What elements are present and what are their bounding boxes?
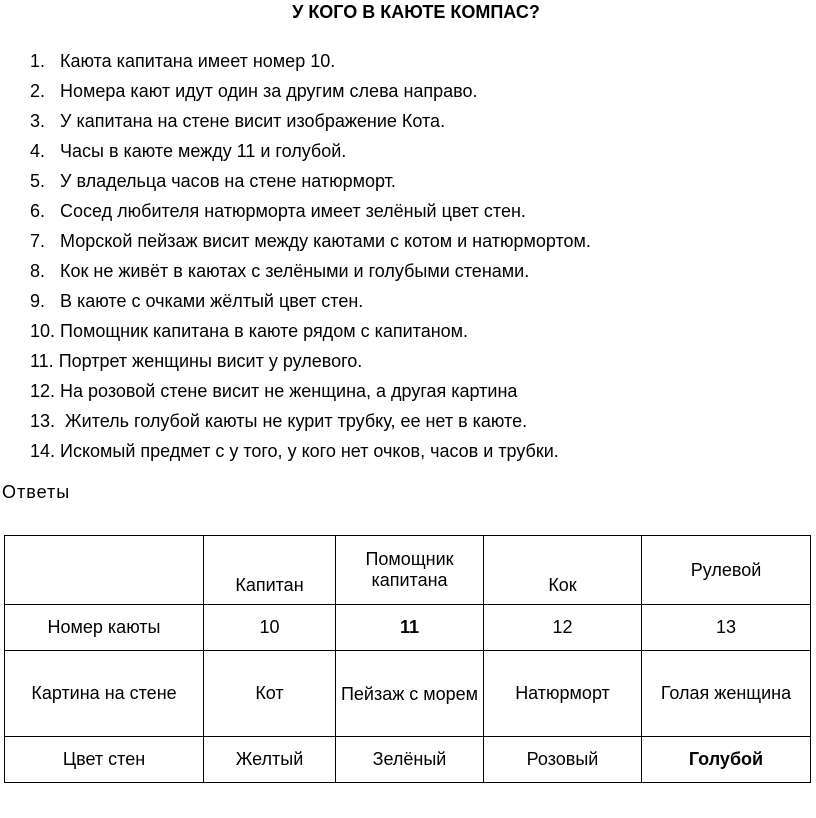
clue-item: 3. У капитана на стене висит изображение Кота. bbox=[30, 111, 446, 131]
clue-list bbox=[30, 46, 591, 466]
answers-table bbox=[4, 535, 811, 783]
clue-item: 9. В каюте с очками жёлтый цвет стен. bbox=[30, 291, 364, 311]
header-cell: Капитан bbox=[204, 536, 336, 605]
header-cell: Кок bbox=[484, 536, 642, 605]
header-cell: Помощник капитана bbox=[336, 536, 484, 605]
answers-heading: Ответы bbox=[2, 482, 71, 502]
table-row bbox=[5, 651, 811, 737]
table-cell: Пейзаж с морем bbox=[336, 651, 484, 737]
clue-item: 2. Номера кают идут один за другим слева направо. bbox=[30, 81, 478, 101]
page-title: У КОГО В КАЮТЕ КОМПАС? bbox=[292, 2, 540, 22]
clue-item: 10. Помощник капитана в каюте рядом с капитаном. bbox=[30, 321, 469, 341]
table-cell: Зелёный bbox=[336, 737, 484, 783]
table-cell: 11 bbox=[336, 605, 484, 651]
table-cell: 12 bbox=[484, 605, 642, 651]
table-cell: Кот bbox=[204, 651, 336, 737]
clue-item: 4. Часы в каюте между 11 и голубой. bbox=[30, 141, 347, 161]
clue-item: 14. Искомый предмет с у того, у кого нет очков, часов и трубки. bbox=[30, 441, 559, 461]
table-cell: Желтый bbox=[204, 737, 336, 783]
clue-item: 7. Морской пейзаж висит между каютами с котом и натюрмортом. bbox=[30, 231, 591, 251]
table-row bbox=[5, 737, 811, 783]
table-cell: Натюрморт bbox=[484, 651, 642, 737]
table-cell: Розовый bbox=[484, 737, 642, 783]
clue-item: 1. Каюта капитана имеет номер 10. bbox=[30, 51, 336, 71]
clue-item: 12. На розовой стене висит не женщина, а другая картина bbox=[30, 381, 518, 401]
table-cell: Голая женщина bbox=[642, 651, 811, 737]
clue-item: 5. У владельца часов на стене натюрморт. bbox=[30, 171, 396, 191]
row-label: Картина на стене bbox=[5, 651, 204, 737]
table-cell: Голубой bbox=[642, 737, 811, 783]
table-cell: 13 bbox=[642, 605, 811, 651]
clue-item: 13. Житель голубой каюты не курит трубку, ее нет в каюте. bbox=[30, 411, 528, 431]
table-row bbox=[5, 605, 811, 651]
clue-item: 11. Портрет женщины висит у рулевого. bbox=[30, 351, 363, 371]
table-cell: 10 bbox=[204, 605, 336, 651]
table-header-row bbox=[5, 536, 811, 605]
clue-item: 6. Сосед любителя натюрморта имеет зелёный цвет стен. bbox=[30, 201, 526, 221]
header-cell: Рулевой bbox=[642, 536, 811, 605]
clue-item: 8. Кок не живёт в каютах с зелёными и голубыми стенами. bbox=[30, 261, 530, 281]
header-cell-empty bbox=[5, 536, 204, 605]
row-label: Цвет стен bbox=[5, 737, 204, 783]
row-label: Номер каюты bbox=[5, 605, 204, 651]
